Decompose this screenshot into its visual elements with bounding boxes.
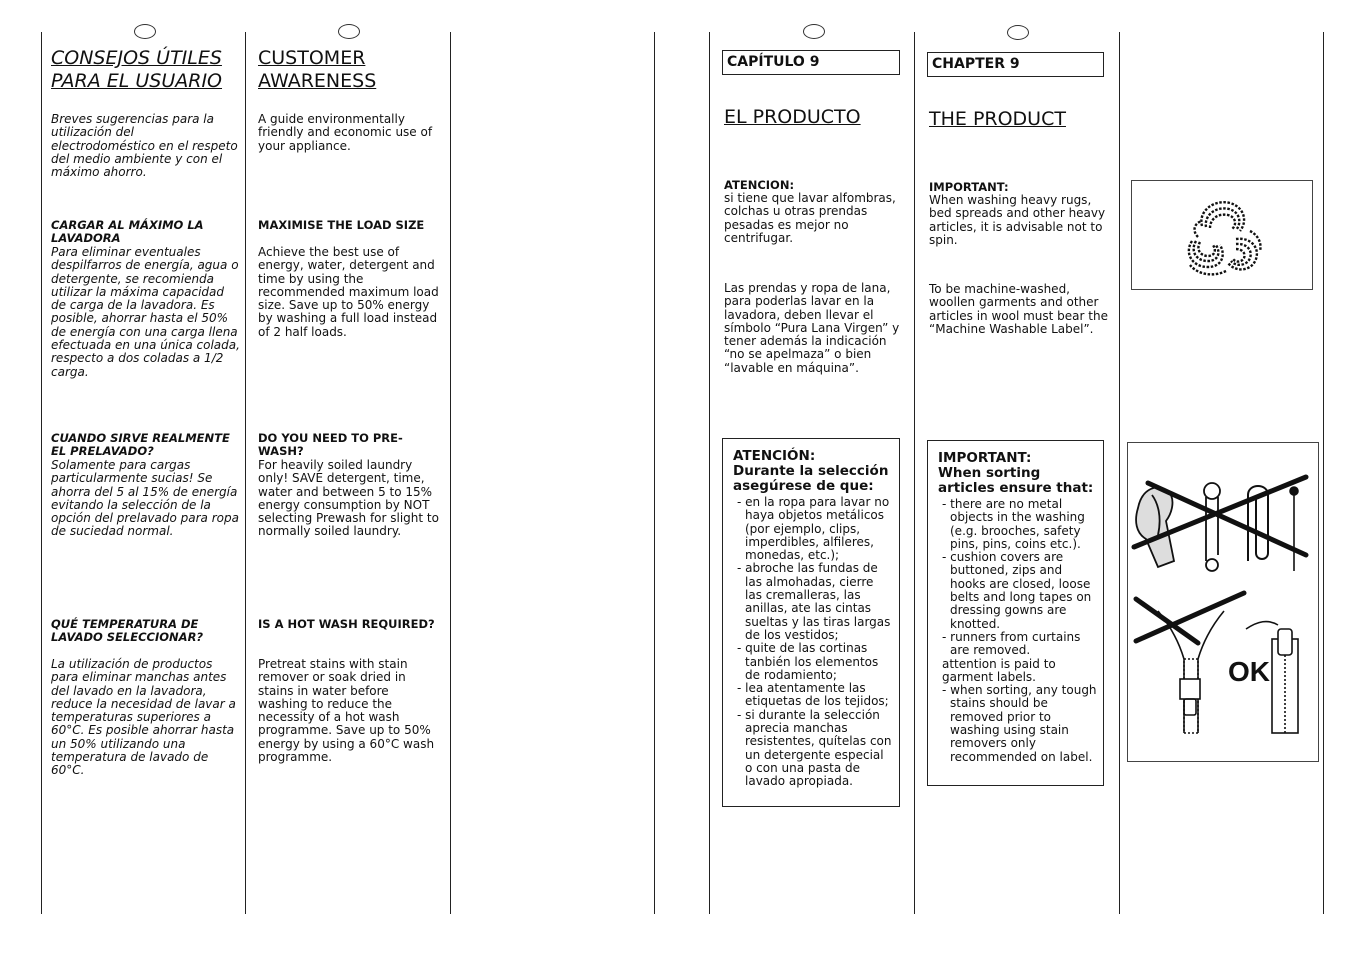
section-heading: QUÉ TEMPERATURA DE LAVADO SELECCIONAR?	[51, 617, 204, 644]
list-item: - cushion covers are buttoned, zips and hooks are closed, loose belts and long tapes on dressing gowns are knotted.	[942, 550, 1092, 631]
list-item: - en la ropa para lavar no haya objetos metálicos (por ejemplo, clips, imperdibles, alfileres, monedas, etc.);	[737, 495, 890, 563]
section-heading: DO YOU NEED TO PRE-WASH?	[258, 431, 403, 458]
list-item: - runners from curtains are removed.	[942, 629, 1081, 658]
column-rule	[709, 32, 710, 914]
en-intro: A guide environmentally friendly and economic use of your appliance.	[258, 112, 433, 153]
list-item: - si durante la selección aprecia manchas resistentes, quítelas con un detergente especial o con una pasta de lavado apropiada.	[737, 707, 892, 789]
language-flag-oval	[338, 24, 360, 39]
safety-pin-icon	[1204, 483, 1220, 571]
section-text: For heavily soiled laundry only! SAVE detergent, time, water and between 5 to 15% energy consumption by NOT selecting Prewash for slight to normally soiled laundry.	[258, 458, 439, 539]
language-flag-oval	[803, 24, 825, 39]
es-tips-column	[51, 47, 241, 93]
column-rule	[914, 32, 915, 914]
attention-text: When washing heavy rugs, bed spreads and other heavy articles, it is advisable not to spin.	[929, 193, 1106, 247]
en-tips-column	[258, 47, 443, 93]
warning-box-subtitle: When sorting articles ensure that:	[938, 465, 1094, 496]
ok-label: OK	[1228, 656, 1270, 687]
language-flag-oval	[1007, 25, 1029, 40]
warning-box	[722, 438, 900, 807]
list-item: - abroche las fundas de las almohadas, cierre las cremalleras, las anillas, ate las cintas sueltas y las tiras largas de los vestidos;	[737, 561, 891, 642]
wool-symbol-figure	[1131, 180, 1313, 290]
page-title: CUSTOMER AWARENESS	[258, 47, 377, 92]
chapter-title: EL PRODUCTO	[724, 106, 861, 128]
section-text: La utilización de productos para eliminar manchas antes del lavado en la lavadora, reduce la necesidad de lavar a temperaturas superiores a 60°C. Es posible ahorrar hasta un 50% utilizando una temperatura de lavado de 60°C.	[51, 657, 236, 778]
section-text: Para eliminar eventuales despilfarros de energía, agua o detergente, se recomienda utilizar la máxima capacidad de carga de la lavadora. Es posible, ahorrar hasta el 50% de energía con una carga llena efectuada en una única colada, respecto a dos coladas a 1/2 carga.	[51, 245, 240, 379]
column-rule	[245, 32, 246, 914]
warning-box-title: ATENCIÓN:	[733, 448, 816, 464]
attention-heading: IMPORTANT:	[929, 180, 1009, 194]
list-item: - quite de las cortinas tanbién los elementos de rodamiento;	[737, 641, 879, 682]
chapter-label: CAPÍTULO 9	[722, 50, 900, 75]
attention-heading: ATENCION:	[724, 178, 795, 192]
page-title: CONSEJOS ÚTILES PARA EL USUARIO	[51, 47, 223, 92]
metal-objects-zips-illustration	[1128, 443, 1318, 761]
list-item: attention is paid to garment labels.	[942, 656, 1056, 684]
column-rule	[450, 32, 451, 914]
language-flag-oval	[134, 24, 156, 39]
wool-mark-icon	[1132, 181, 1312, 289]
section-heading: MAXIMISE THE LOAD SIZE	[258, 218, 425, 232]
section-heading: CUANDO SIRVE REALMENTE EL PRELAVADO?	[51, 431, 230, 458]
cross-mark-icon	[1136, 593, 1244, 643]
chapter-label: CHAPTER 9	[927, 52, 1104, 77]
section-text: Achieve the best use of energy, water, detergent and time by using the recommended maximum load size. Save up to 50% energy by washing a full load instead of 2 half loads.	[258, 245, 439, 339]
wool-text: Las prendas y ropa de lana, para poderlas lavar en la lavadora, deben llevar el símbolo “Pura Lana Virgen” y tener además la indicación “no se apelmaza” o bien “lavable en máquina”.	[724, 281, 900, 375]
column-rule	[1323, 32, 1324, 914]
wool-text: To be machine-washed, woollen garments and other articles in wool must bear the “Machine Washable Label”.	[929, 282, 1108, 336]
brooch-icon	[1136, 487, 1174, 567]
list-item: - there are no metal objects in the washing (e.g. brooches, safety pins, pins, coins etc.).	[942, 497, 1085, 551]
pin-icon	[1290, 487, 1298, 571]
column-rule	[41, 32, 42, 914]
list-item: - when sorting, any tough stains should be removed prior to washing using stain removers only recommended on label.	[942, 683, 1097, 764]
list-item: - lea atentamente las etiquetas de los tejidos;	[737, 681, 889, 709]
warning-list	[733, 496, 893, 789]
chapter-title: THE PRODUCT	[929, 108, 1066, 130]
es-intro: Breves sugerencias para la utilización del electrodoméstico en el respeto del medio ambiente y con el máximo ahorro.	[51, 112, 238, 180]
column-rule	[1119, 32, 1120, 914]
column-rule	[654, 32, 655, 914]
sorting-illustration	[1127, 442, 1319, 762]
warning-box-subtitle: Durante la selección asegúrese de que:	[733, 463, 889, 494]
section-heading: CARGAR AL MÁXIMO LA LAVADORA	[51, 218, 204, 245]
warning-box	[927, 440, 1104, 786]
section-text: Solamente para cargas particularmente sucias! Se ahorra del 5 al 15% de energía evitando la selección de la opción del prelavado para ropa de suciedad normal.	[51, 458, 239, 539]
warning-box-title: IMPORTANT:	[938, 450, 1032, 466]
section-text: Pretreat stains with stain remover or soak dried in stains in water before washing to reduce the necessity of a hot wash programme. Save up to 50% energy by using a 60°C wash programme.	[258, 657, 435, 765]
attention-text: si tiene que lavar alfombras, colchas u otras prendas pesadas es mejor no centrifugar.	[724, 191, 896, 245]
section-heading: IS A HOT WASH REQUIRED?	[258, 617, 435, 631]
warning-list	[938, 498, 1097, 764]
